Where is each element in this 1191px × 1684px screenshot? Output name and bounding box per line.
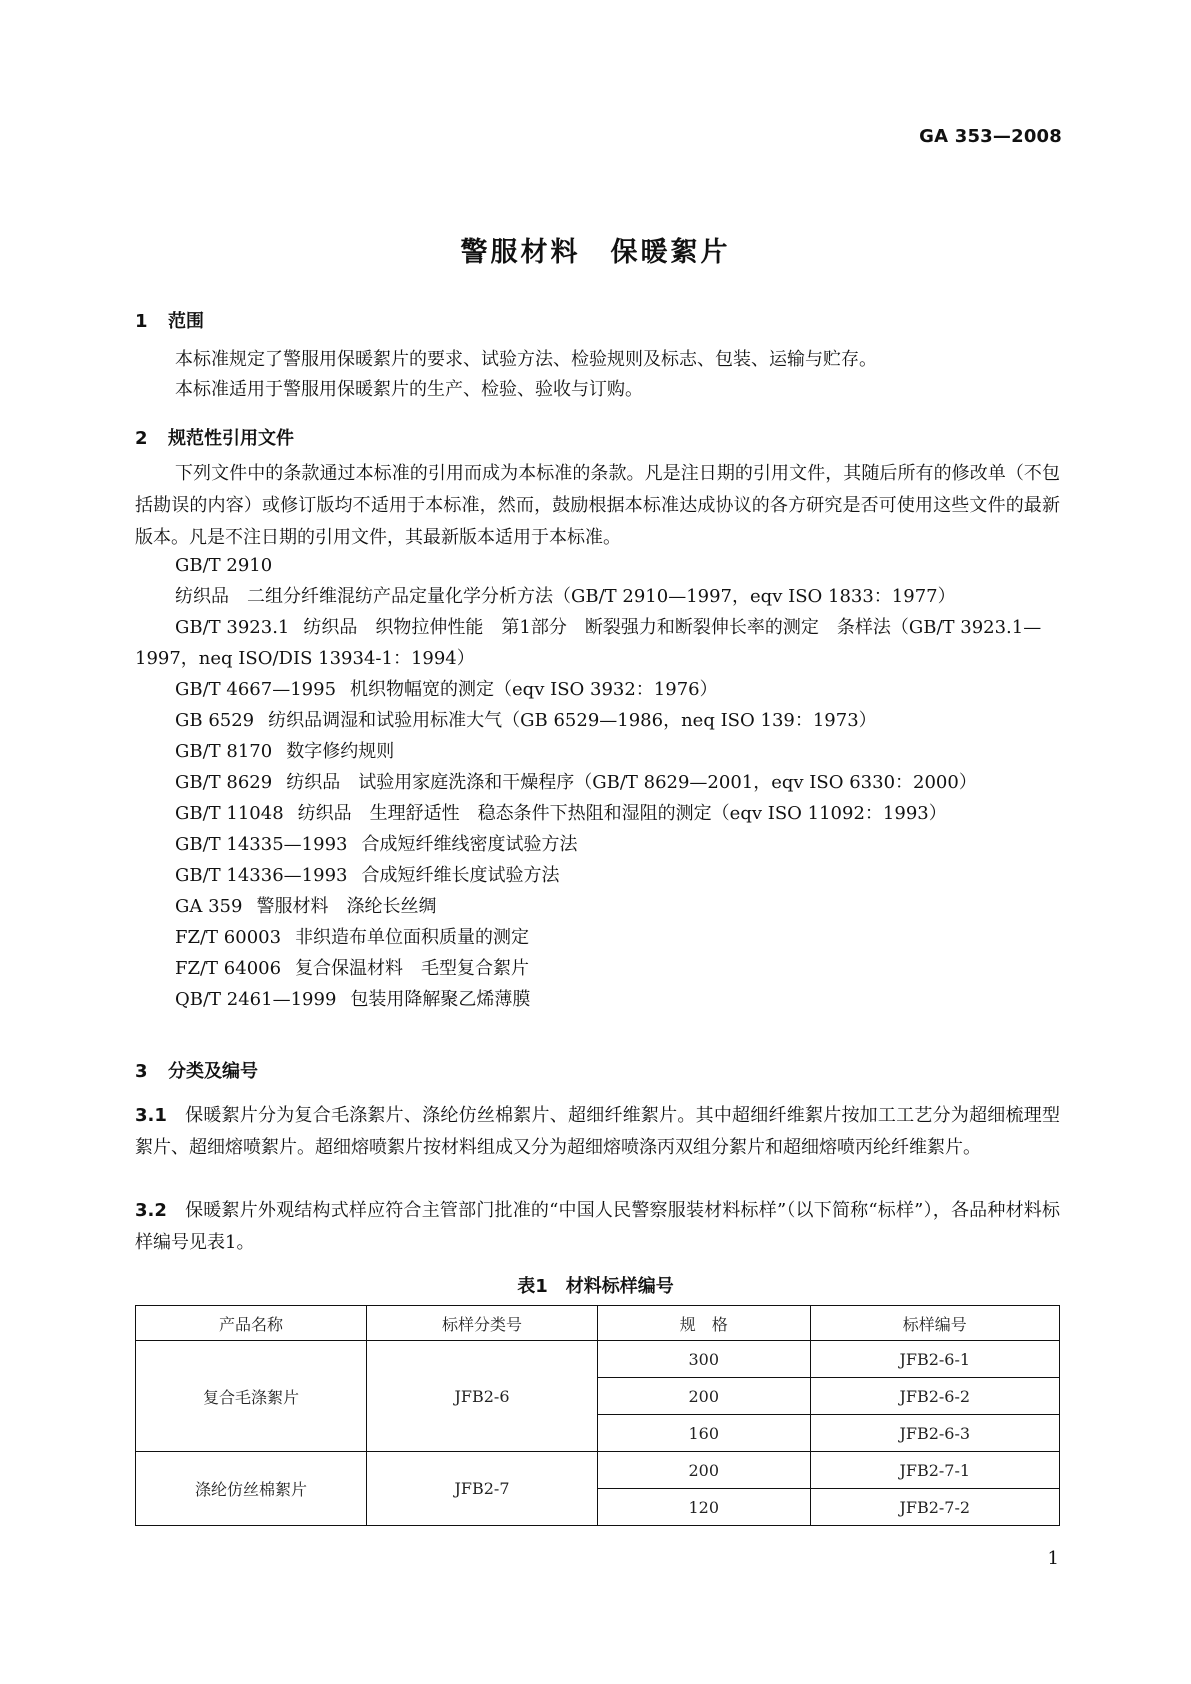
reference-code: GB/T 8170	[175, 741, 273, 762]
reference-title: 纺织品 试验用家庭洗涤和干燥程序（GB/T 8629—2001，eqv ISO 6330：2000）	[286, 772, 977, 793]
sample-no-cell: JFB2-6-2	[810, 1378, 1059, 1415]
section-3-heading	[135, 1057, 258, 1083]
reference-item	[175, 674, 1060, 705]
reference-title: 纺织品 生理舒适性 稳态条件下热阻和湿阻的测定（eqv ISO 11092：1993）	[297, 803, 947, 824]
reference-code: GB/T 4667—1995	[175, 679, 337, 700]
reference-item	[175, 798, 1060, 829]
spec-cell: 120	[598, 1489, 811, 1526]
clause-number: 3.1	[135, 1105, 167, 1126]
reference-code: QB/T 2461—1999	[175, 989, 337, 1010]
reference-item	[175, 829, 1060, 860]
class-no-cell: JFB2-6	[367, 1341, 598, 1452]
section-title: 范围	[168, 311, 204, 332]
clause-text: 保暖絮片分为复合毛涤絮片、涤纶仿丝棉絮片、超细纤维絮片。其中超细纤维絮片按加工工艺分为超细梳理型絮片、超细熔喷絮片。超细熔喷絮片按材料组成又分为超细熔喷涤丙双组分絮片和超细熔喷丙纶纤维絮片。	[135, 1105, 1060, 1158]
section-number: 3	[135, 1061, 148, 1082]
reference-item	[175, 550, 1060, 612]
reference-code: FZ/T 64006	[175, 958, 282, 979]
spec-cell: 300	[598, 1341, 811, 1378]
sample-no-cell: JFB2-7-2	[810, 1489, 1059, 1526]
reference-item	[175, 860, 1060, 891]
section-1-heading	[135, 307, 204, 333]
table-1	[135, 1305, 1060, 1526]
reference-title: 纺织品 织物拉伸性能 第1部分 断裂强力和断裂伸长率的测定 条样法（GB/T 3923.1—1997，neq ISO/DIS 13934-1：1994）	[135, 617, 1042, 669]
sample-no-cell: JFB2-6-1	[810, 1341, 1059, 1378]
standard-code: GA 353—2008	[919, 126, 1062, 147]
table-header-row	[136, 1306, 1060, 1341]
column-header-spec: 规 格	[598, 1306, 811, 1341]
sample-no-cell: JFB2-6-3	[810, 1415, 1059, 1452]
reference-title: 警服材料 涤纶长丝绸	[256, 896, 437, 917]
spec-cell: 160	[598, 1415, 811, 1452]
table-1-caption: 表1 材料标样编号	[517, 1276, 674, 1297]
reference-code: GB/T 3923.1	[175, 617, 290, 638]
section-title: 分类及编号	[168, 1061, 258, 1082]
reference-item	[135, 612, 1060, 674]
column-header-class-no: 标样分类号	[367, 1306, 598, 1341]
section-number: 1	[135, 311, 148, 332]
reference-title: 合成短纤维线密度试验方法	[361, 834, 578, 855]
reference-code: GB/T 14335—1993	[175, 834, 348, 855]
reference-code: GB/T 14336—1993	[175, 865, 348, 886]
column-header-sample-no: 标样编号	[810, 1306, 1059, 1341]
clause-number: 3.2	[135, 1200, 167, 1221]
reference-title: 机织物幅宽的测定（eqv ISO 3932：1976）	[350, 679, 718, 700]
section-2-heading	[135, 424, 294, 450]
reference-code: FZ/T 60003	[175, 927, 282, 948]
normative-reference-list	[135, 550, 1060, 1015]
product-name-cell: 复合毛涤絮片	[136, 1341, 367, 1452]
section-1-paragraph-1: 本标准规定了警服用保暖絮片的要求、试验方法、检验规则及标志、包装、运输与贮存。	[175, 349, 877, 370]
reference-item	[175, 767, 1060, 798]
reference-item	[175, 922, 1060, 953]
reference-title: 纺织品 二组分纤维混纺产品定量化学分析方法（GB/T 2910—1997，eqv ISO 1833：1977）	[175, 586, 956, 607]
reference-title: 非织造布单位面积质量的测定	[295, 927, 530, 948]
spec-cell: 200	[598, 1452, 811, 1489]
spec-cell: 200	[598, 1378, 811, 1415]
section-title: 规范性引用文件	[168, 428, 294, 449]
reference-item	[175, 891, 1060, 922]
clause-text: 保暖絮片外观结构式样应符合主管部门批准的“中国人民警察服装材料标样”（以下简称“标样”），各品种材料标样编号见表1。	[135, 1200, 1060, 1253]
clause-3-1	[135, 1100, 1060, 1164]
reference-code: GB/T 2910	[175, 555, 273, 576]
reference-code: GB/T 8629	[175, 772, 273, 793]
column-header-product: 产品名称	[136, 1306, 367, 1341]
reference-title: 合成短纤维长度试验方法	[361, 865, 560, 886]
class-no-cell: JFB2-7	[367, 1452, 598, 1526]
reference-item	[175, 705, 1060, 736]
reference-title: 纺织品调湿和试验用标准大气（GB 6529—1986，neq ISO 139：1973）	[268, 710, 877, 731]
reference-code: GB 6529	[175, 710, 255, 731]
table-row	[136, 1341, 1060, 1378]
section-number: 2	[135, 428, 148, 449]
reference-item	[175, 953, 1060, 984]
reference-item	[175, 736, 1060, 767]
section-2-intro: 下列文件中的条款通过本标准的引用而成为本标准的条款。凡是注日期的引用文件，其随后所有的修改单（不包括勘误的内容）或修订版均不适用于本标准，然而，鼓励根据本标准达成协议的各方研究是否可使用这些文件的最新版本。凡是不注日期的引用文件，其最新版本适用于本标准。	[135, 463, 1060, 548]
reference-code: GB/T 11048	[175, 803, 284, 824]
sample-no-cell: JFB2-7-1	[810, 1452, 1059, 1489]
clause-3-2	[135, 1195, 1060, 1259]
reference-code: GA 359	[175, 896, 243, 917]
page-number: 1	[1047, 1548, 1059, 1569]
reference-item	[175, 984, 1060, 1015]
reference-title: 数字修约规则	[286, 741, 395, 762]
section-1-paragraph-2: 本标准适用于警服用保暖絮片的生产、检验、验收与订购。	[175, 379, 643, 400]
reference-title: 包装用降解聚乙烯薄膜	[350, 989, 531, 1010]
table-row	[136, 1452, 1060, 1489]
product-name-cell: 涤纶仿丝棉絮片	[136, 1452, 367, 1526]
reference-title: 复合保温材料 毛型复合絮片	[295, 958, 530, 979]
document-title: 警服材料 保暖絮片	[460, 237, 731, 268]
